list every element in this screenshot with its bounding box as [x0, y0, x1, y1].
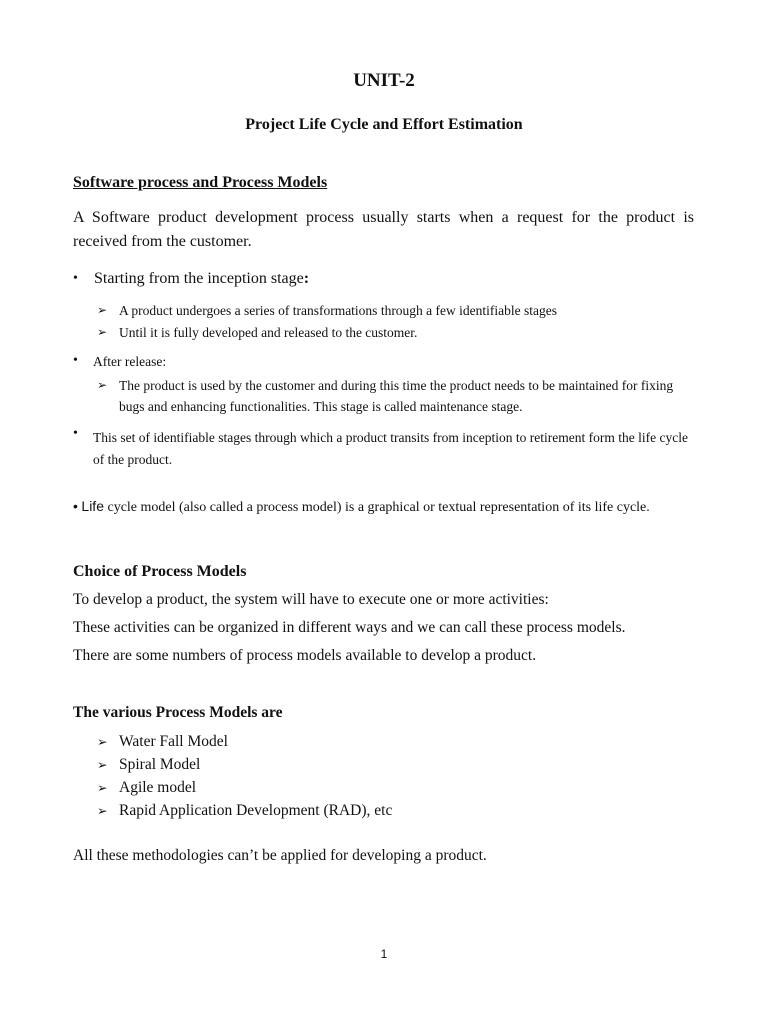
bullet-symbol: •: [73, 426, 78, 441]
choice-line: There are some numbers of process models available to develop a product.: [73, 647, 537, 664]
list-item: [97, 375, 697, 417]
page-number: 1: [380, 947, 388, 961]
list-item: [97, 776, 196, 799]
life-cycle-model-text: cycle model (also called a process model) is a graphical or textual representation of its life cycle.: [103, 500, 650, 515]
model-name: Rapid Application Development (RAD), etc: [119, 802, 393, 819]
unit-title: UNIT-2: [353, 70, 415, 91]
closing-sentence: All these methodologies can’t be applied for developing a product.: [73, 847, 487, 864]
model-name: Water Fall Model: [119, 733, 228, 750]
life-cycle-model-paragraph: [73, 495, 694, 519]
arrow-bullet-icon: ➢: [97, 780, 108, 795]
models-heading: The various Process Models are: [73, 704, 283, 721]
arrow-bullet-icon: ➢: [97, 378, 108, 392]
model-name: Agile model: [119, 779, 197, 796]
list-item-text: A product undergoes a series of transformations through a few identifiable stages: [119, 303, 558, 318]
list-item-text: Until it is fully developed and released to the customer.: [119, 325, 418, 340]
life-word: Life: [81, 498, 104, 514]
bullet-inception-colon: :: [303, 270, 310, 287]
model-name: Spiral Model: [119, 756, 201, 773]
bullet-symbol: •: [73, 353, 78, 368]
intro-paragraph: A Software product development process usually starts when a request for the product is received from the customer.: [73, 209, 694, 250]
arrow-bullet-icon: ➢: [97, 803, 108, 818]
bullet-after-release-text: After release:: [93, 354, 167, 369]
list-item: [97, 300, 697, 321]
list-item: [97, 753, 200, 776]
chapter-subtitle: Project Life Cycle and Effort Estimation: [245, 116, 523, 133]
list-item: [97, 799, 392, 822]
arrow-bullet-icon: ➢: [97, 734, 108, 749]
arrow-bullet-icon: ➢: [97, 325, 108, 339]
arrow-bullet-icon: ➢: [97, 757, 108, 772]
arrow-bullet-icon: ➢: [97, 303, 108, 317]
choice-line: To develop a product, the system will have to execute one or more activities:: [73, 591, 549, 608]
bullet-identifiable-stages-text: This set of identifiable stages through which a product transits from inception to retirement form the life cycle of the product.: [93, 430, 688, 467]
list-item: [97, 730, 228, 753]
section-heading-choice: Choice of Process Models: [73, 563, 247, 580]
bullet-inception-text: Starting from the inception stage: [94, 270, 304, 287]
bullet-symbol: •: [73, 271, 78, 286]
choice-line: These activities can be organized in different ways and we can call these process models.: [73, 619, 626, 636]
list-item-text: The product is used by the customer and during this time the product needs to be maintained for fixing bugs and enhancing functionalities. This stage is called maintenance stage.: [119, 378, 674, 414]
section-heading-software-process: Software process and Process Models: [73, 174, 328, 191]
list-item: [97, 322, 697, 343]
bullet-symbol: •: [73, 498, 78, 514]
